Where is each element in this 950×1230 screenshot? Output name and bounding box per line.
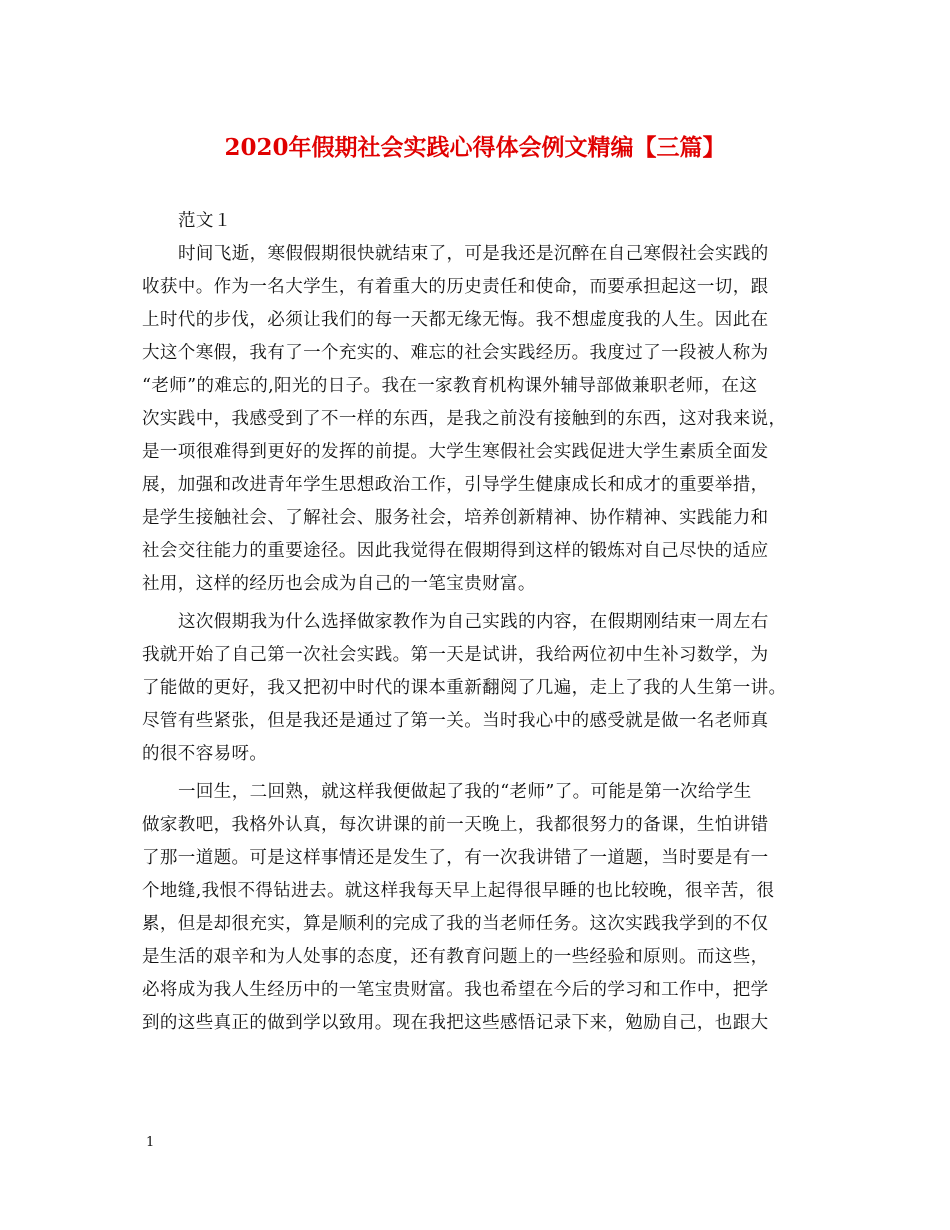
document-body	[142, 205, 822, 1040]
paragraph-3-line-2: 做家教吧，我格外认真，每次讲课的前一天晚上，我都很努力的备课，生怕讲错	[142, 815, 769, 835]
document-title: 2020年假期社会实践心得体会例文精编【三篇】	[224, 134, 726, 161]
paragraph-1-line-11: 社用，这样的经历也会成为自己的一笔宝贵财富。	[142, 574, 536, 594]
paragraph-3-line-4: 个地缝,我恨不得钻进去。就这样我每天早上起得很早睡的也比较晚，很辛苦，很	[142, 881, 775, 901]
paragraph-3-line-8: 到的这些真正的做到学以致用。现在我把这些感悟记录下来，勉励自己，也跟大	[142, 1013, 769, 1033]
paragraph-2-line-4: 尽管有些紧张，但是我还是通过了第一关。当时我心中的感受就是做一名老师真	[142, 711, 769, 731]
paragraph-2-line-1: 这次假期我为什么选择做家教作为自己实践的内容，在假期刚结束一周左右	[178, 612, 769, 632]
paragraph-3-line-1: 一回生，二回熟，就这样我便做起了我的“老师”了。可能是第一次给学生	[178, 782, 752, 802]
paragraph-1-line-6: 次实践中，我感受到了不一样的东西，是我之前没有接触到的东西，这对我来说，	[142, 409, 787, 429]
paragraph-1-line-8: 展，加强和改进青年学生思想政治工作，引导学生健康成长和成才的重要举措，	[142, 475, 769, 495]
paragraph-1-line-1: 时间飞逝，寒假假期很快就结束了，可是我还是沉醉在自己寒假社会实践的	[178, 244, 769, 264]
paragraph-2-line-2: 我就开始了自己第一次社会实践。第一天是试讲，我给两位初中生补习数学，为	[142, 645, 769, 665]
paragraph-3-line-5: 累，但是却很充实，算是顺利的完成了我的当老师任务。这次实践我学到的不仅	[142, 914, 769, 934]
paragraph-1-line-5: “老师”的难忘的,阳光的日子。我在一家教育机构课外辅导部做兼职老师，在这	[142, 376, 758, 396]
paragraph-1-line-2: 收获中。作为一名大学生，有着重大的历史责任和使命，而要承担起这一切，跟	[142, 277, 769, 297]
paragraph-1-line-7: 是一项很难得到更好的发挥的前提。大学生寒假社会实践促进大学生素质全面发	[142, 442, 769, 462]
paragraph-1-line-9: 是学生接触社会、了解社会、服务社会，培养创新精神、协作精神、实践能力和	[142, 508, 769, 528]
section-label: 范文１	[178, 211, 232, 231]
paragraph-2-line-3: 了能做的更好，我又把初中时代的课本重新翻阅了几遍，走上了我的人生第一讲。	[142, 678, 787, 698]
paragraph-3-line-7: 必将成为我人生经历中的一笔宝贵财富。我也希望在今后的学习和工作中，把学	[142, 980, 769, 1000]
paragraph-1-line-10: 社会交往能力的重要途径。因此我觉得在假期得到这样的锻炼对自己尽快的适应	[142, 541, 769, 561]
paragraph-1-line-3: 上时代的步伐，必须让我们的每一天都无缘无悔。我不想虚度我的人生。因此在	[142, 310, 769, 330]
paragraph-1-line-4: 大这个寒假，我有了一个充实的、难忘的社会实践经历。我度过了一段被人称为	[142, 343, 769, 363]
paragraph-3-line-6: 是生活的艰辛和为人处事的态度，还有教育问题上的一些经验和原则。而这些，	[142, 947, 769, 967]
page-number: 1	[146, 1135, 155, 1150]
paragraph-2-line-5: 的很不容易呀。	[142, 744, 268, 764]
paragraph-3-line-3: 了那一道题。可是这样事情还是发生了，有一次我讲错了一道题，当时要是有一	[142, 848, 769, 868]
